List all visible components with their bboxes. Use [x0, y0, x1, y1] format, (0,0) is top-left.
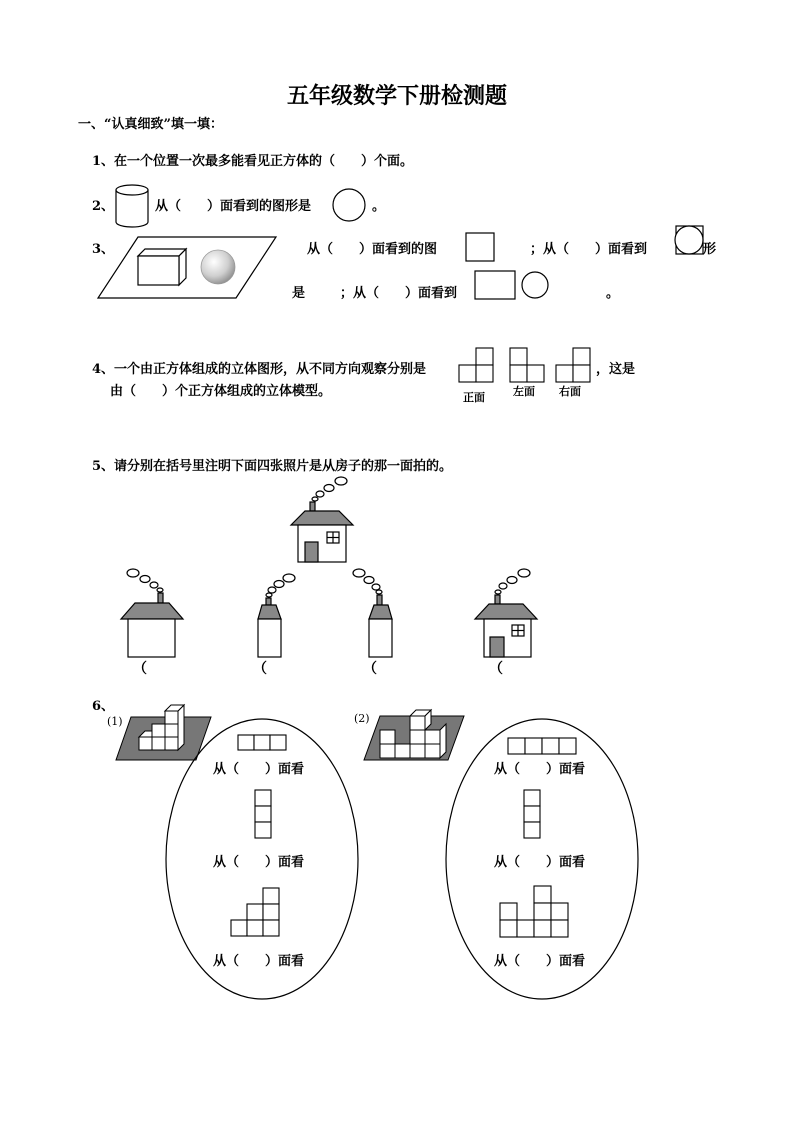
- question-2-text: 从（ ）面看到的图形是: [155, 199, 312, 214]
- house-main: [291, 477, 353, 562]
- oval-frame-1: [166, 719, 358, 999]
- question-2-number: 2、: [92, 199, 115, 214]
- view-prompt-1c: 从（ ）面看: [213, 954, 305, 969]
- question-3-line2b: ；从（ ）面看到: [340, 286, 458, 301]
- front-view-1: [231, 888, 279, 936]
- rectangle-shape-2: [475, 271, 515, 299]
- question-3-line2a: 是: [292, 286, 306, 301]
- question-3-number: 3、: [92, 242, 115, 257]
- question-3-line1c: 形: [703, 242, 717, 257]
- question-6-number: 6、: [92, 699, 115, 714]
- section-heading: 一、“认真细致”填一填：: [78, 117, 223, 132]
- view-label-left: 左面: [513, 385, 535, 398]
- answer-paren-3: （: [363, 661, 377, 677]
- page-title: 五年级数学下册检测题: [286, 83, 507, 109]
- house-side-view-1: [258, 574, 295, 657]
- question-3-line1b: ；从（ ）面看到: [530, 242, 648, 257]
- circle-shape: [333, 189, 365, 221]
- left-view-grid: [510, 348, 544, 382]
- circle-shape-2: [675, 226, 703, 254]
- view-label-front: 正面: [463, 391, 485, 404]
- view-prompt-2a: 从（ ）面看: [494, 762, 586, 777]
- answer-paren-2: （: [253, 661, 267, 677]
- view-prompt-2c: 从（ ）面看: [494, 954, 586, 969]
- question-6-sub2: (2): [354, 712, 370, 725]
- box-and-sphere-figure: [98, 237, 276, 298]
- answer-paren-4: （: [489, 661, 503, 677]
- top-view-2: [508, 738, 576, 754]
- question-2-end: 。: [372, 199, 386, 214]
- question-6-sub1: (1): [107, 715, 123, 728]
- question-4-line1: 4、一个由正方体组成的立体图形，从不同方向观察分别是: [92, 362, 427, 377]
- question-1: 1、在一个位置一次最多能看见正方体的（ ）个面。: [92, 154, 414, 169]
- view-prompt-1b: 从（ ）面看: [213, 855, 305, 870]
- question-4-line1-end: ，这是: [596, 362, 636, 377]
- house-side-view-2: [353, 569, 392, 657]
- rectangle-shape: [466, 233, 494, 261]
- top-view-1: [238, 735, 286, 750]
- circle-shape-3: [522, 272, 548, 298]
- front-view-grid: [459, 348, 493, 382]
- question-3-line2c: 。: [606, 286, 620, 301]
- right-view-grid: [556, 348, 590, 382]
- front-view-2: [500, 886, 568, 937]
- question-3-line1a: 从（ ）面看到的图: [307, 242, 438, 257]
- question-4-line2: 由（ ）个正方体组成的立体模型。: [110, 384, 332, 399]
- side-view-2: [524, 790, 540, 838]
- cube-model-2: [364, 710, 464, 760]
- house-front-view: [475, 569, 537, 657]
- oval-frame-2: [446, 719, 638, 999]
- answer-paren-1: （: [133, 661, 147, 677]
- question-5: 5、请分别在括号里注明下面四张照片是从房子的那一面拍的。: [92, 459, 453, 474]
- view-prompt-1a: 从（ ）面看: [213, 762, 305, 777]
- side-view-1: [255, 790, 271, 838]
- view-prompt-2b: 从（ ）面看: [494, 855, 586, 870]
- cube-model-1: [116, 705, 211, 760]
- house-back-view: [121, 569, 183, 657]
- cylinder-figure: [116, 185, 148, 227]
- view-label-right: 右面: [559, 385, 581, 398]
